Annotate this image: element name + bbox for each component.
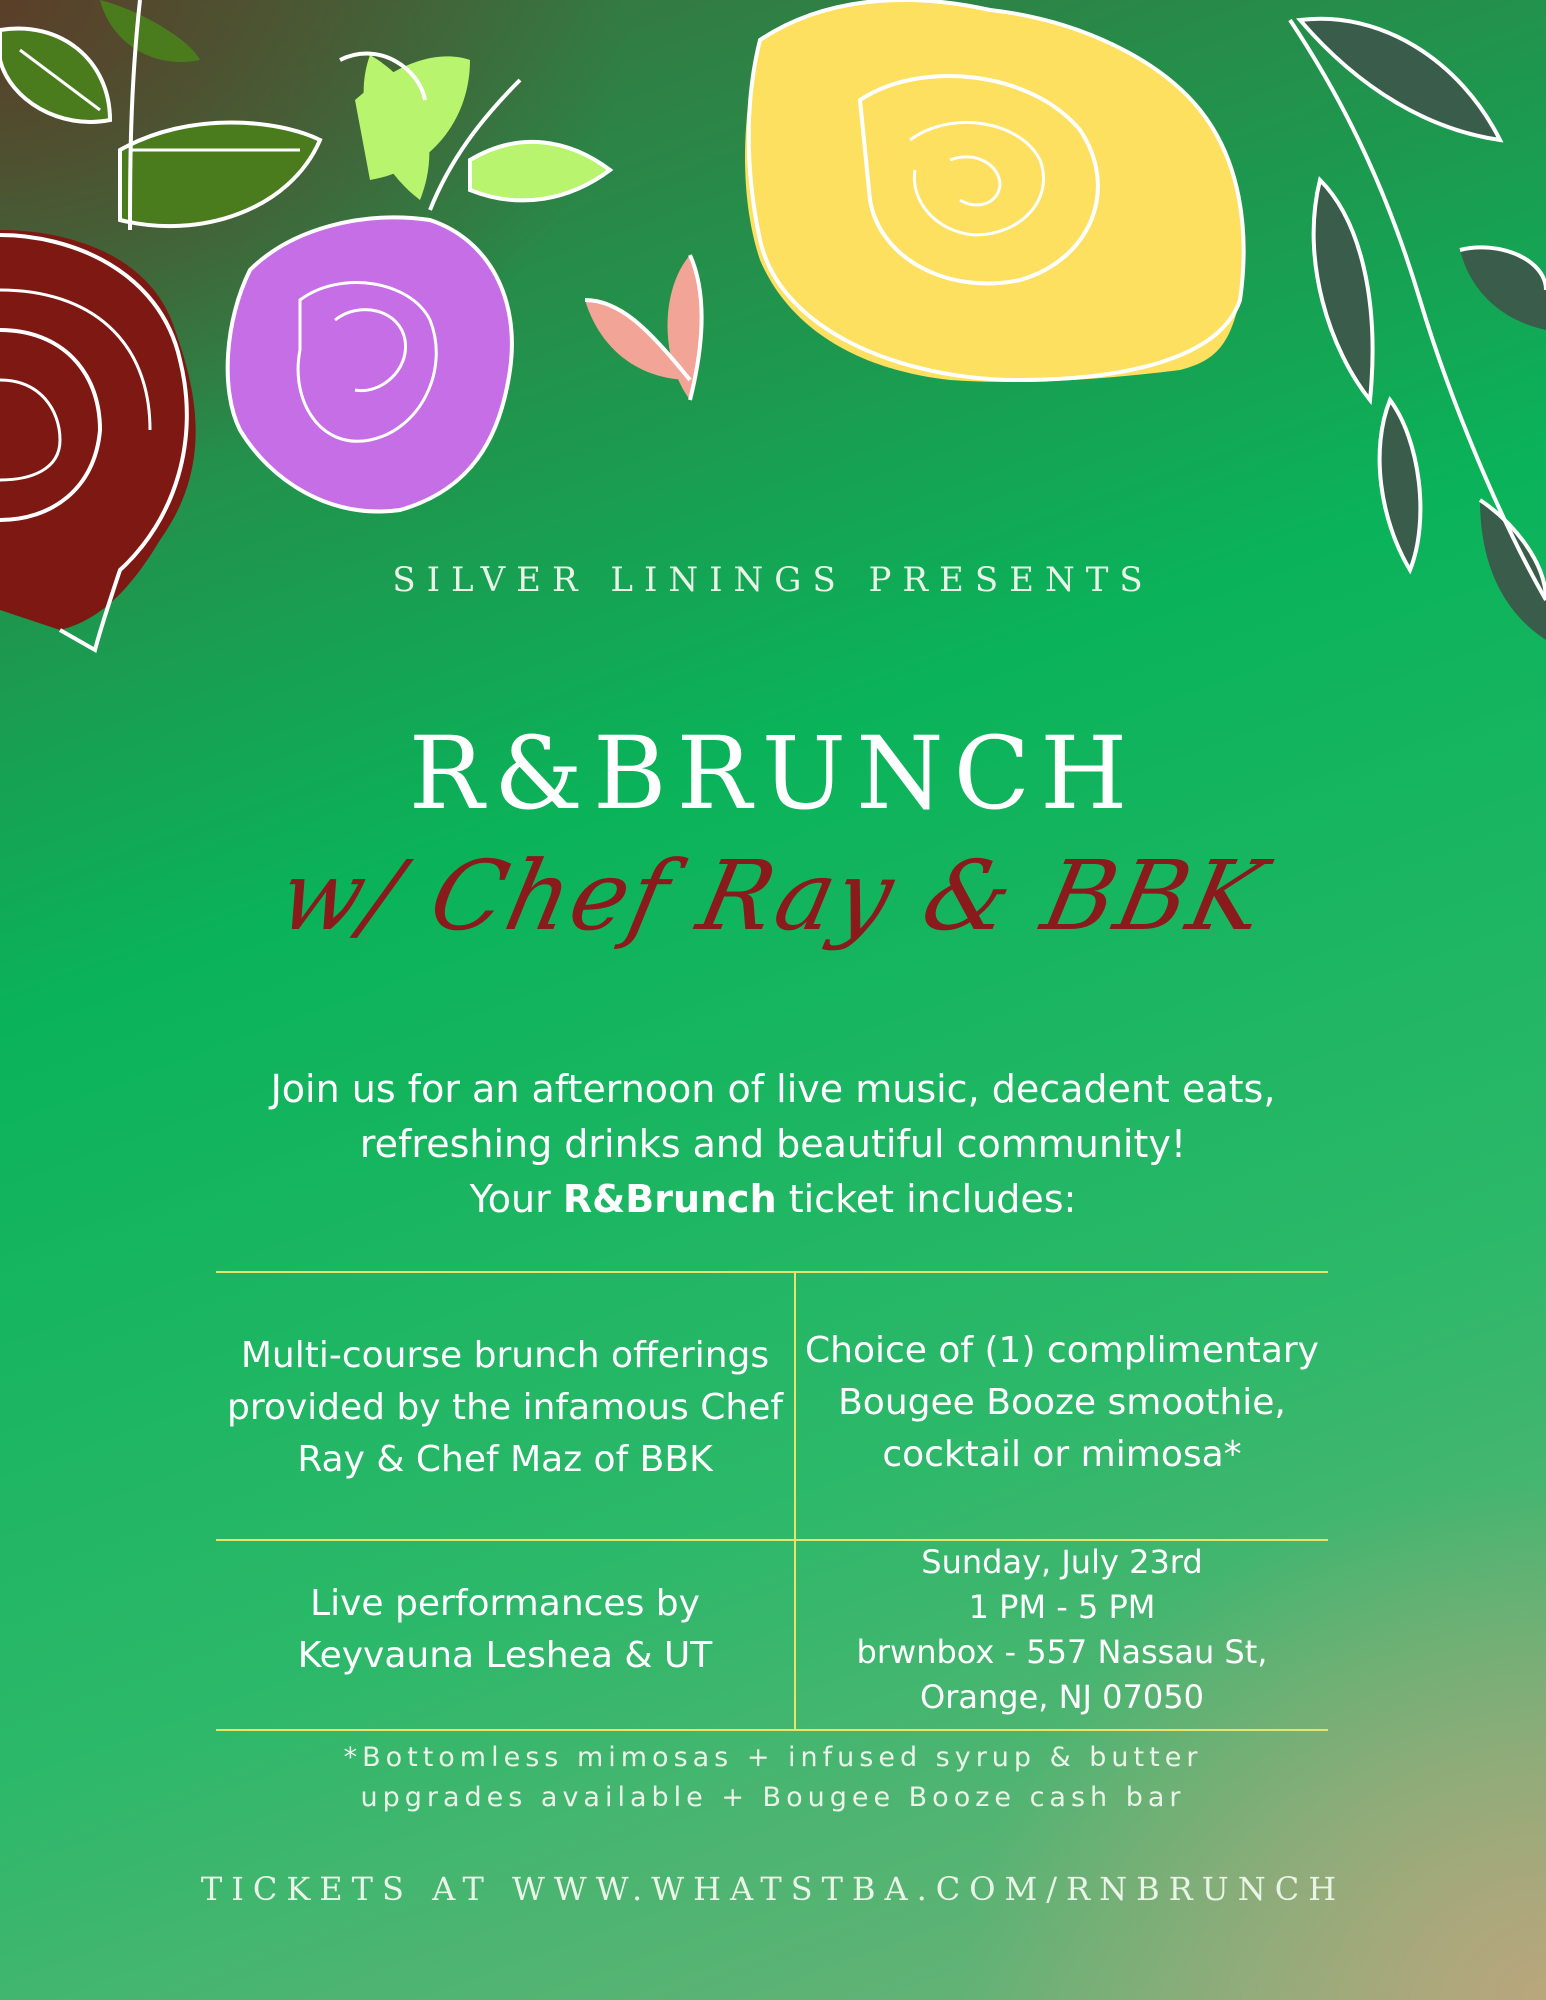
footnote xyxy=(0,1738,1546,1818)
presenter-line: SILVER LININGS PRESENTS xyxy=(392,560,1154,600)
intro-line-2: refreshing drinks and beautiful community! xyxy=(359,1122,1187,1166)
intro-line-1: Join us for an afternoon of live music, decadent eats, xyxy=(270,1067,1276,1111)
performances-cell xyxy=(216,1578,794,1682)
purple-rose-icon xyxy=(228,54,610,512)
intro-ticket-name: R&Brunch xyxy=(562,1177,777,1221)
footnote-line-2: upgrades available + Bougee Booze cash bar xyxy=(360,1782,1186,1813)
event-subtitle: w/ Chef Ray & BBK xyxy=(269,840,1277,952)
intro-line-3-end: ticket includes: xyxy=(776,1177,1077,1221)
intro-text xyxy=(0,1062,1546,1227)
performances-line-1: Live performances by xyxy=(310,1583,700,1624)
leaf-branch-icon xyxy=(0,0,320,230)
grid-line-bottom xyxy=(216,1729,1328,1731)
intro-line-3-start: Your xyxy=(469,1177,563,1221)
grid-line-top xyxy=(216,1271,1328,1273)
brunch-offerings-cell xyxy=(216,1330,794,1486)
brunch-line-3: Ray & Chef Maz of BBK xyxy=(297,1439,713,1480)
complimentary-drink-cell xyxy=(796,1325,1328,1481)
event-time: 1 PM - 5 PM xyxy=(968,1588,1156,1626)
drink-line-1: Choice of (1) complimentary xyxy=(804,1330,1319,1371)
drink-line-2: Bougee Booze smoothie, xyxy=(838,1382,1286,1423)
event-venue: brwnbox - 557 Nassau St, xyxy=(856,1633,1268,1671)
event-date: Sunday, July 23rd xyxy=(921,1543,1203,1581)
event-details-cell xyxy=(796,1540,1328,1720)
drink-line-3: cocktail or mimosa* xyxy=(882,1434,1242,1475)
intro-line-3 xyxy=(0,1172,1546,1227)
tickets-link[interactable]: TICKETS AT WWW.WHATSTBA.COM/RNBRUNCH xyxy=(200,1870,1346,1908)
brunch-line-2: provided by the infamous Chef xyxy=(226,1387,784,1428)
event-city: Orange, NJ 07050 xyxy=(920,1678,1204,1716)
brunch-line-1: Multi-course brunch offerings xyxy=(240,1335,770,1376)
yellow-rose-icon xyxy=(745,0,1244,382)
footnote-line-1: *Bottomless mimosas + infused syrup & butter xyxy=(343,1742,1203,1773)
leaf-branch-icon xyxy=(1290,19,1546,640)
performances-line-2: Keyvauna Leshea & UT xyxy=(297,1635,713,1676)
event-title: R&BRUNCH xyxy=(408,715,1138,832)
pink-petal-icon xyxy=(585,255,702,400)
